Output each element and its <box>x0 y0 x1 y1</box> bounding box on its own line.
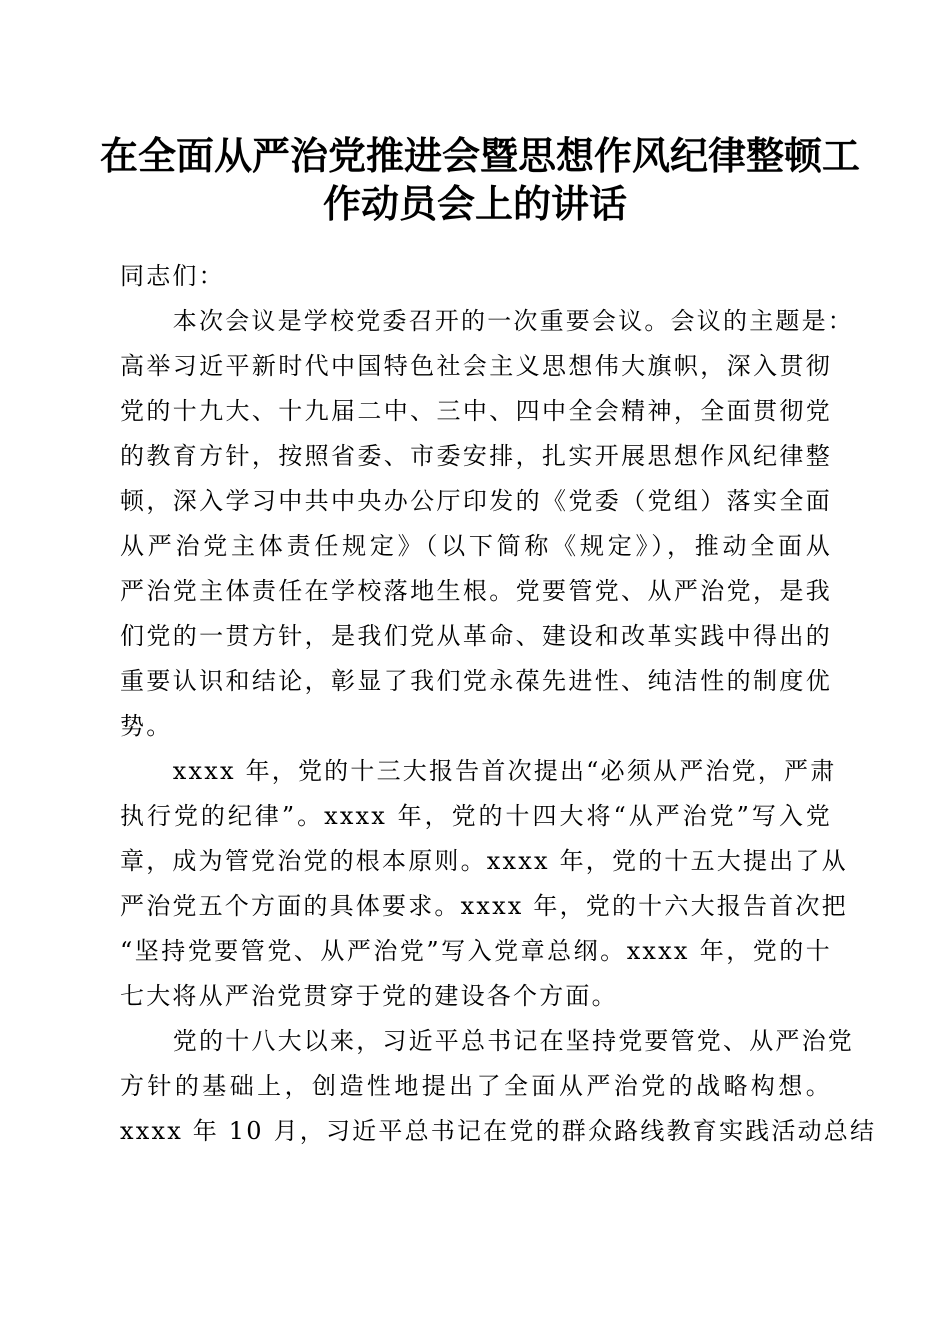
paragraph-line: xxxx 年，党的十三大报告首次提出“必须从严治党，严肃 <box>172 757 837 785</box>
paragraph-3 <box>120 1019 877 1154</box>
paragraph-line: xxxx 年 10 月，习近平总书记在党的群众路线教育实践活动总结 <box>120 1117 877 1145</box>
paragraph-line: 执行党的纪律”。xxxx 年，党的十四大将“从严治党”写入党 <box>120 802 832 830</box>
paragraph-line: 章，成为管党治党的根本原则。xxxx 年，党的十五大提出了从 <box>120 847 848 875</box>
salutation: 同志们： <box>120 262 225 290</box>
paragraph-line: 七大将从严治党贯穿于党的建设各个方面。 <box>120 982 618 1010</box>
paragraph-line: 党的十九大、十九届二中、三中、四中全会精神，全面贯彻党 <box>120 397 832 425</box>
paragraph-line: 方针的基础上，创造性地提出了全面从严治党的战略构想。 <box>120 1072 832 1100</box>
paragraph-line: 重要认识和结论，彰显了我们党永葆先进性、纯洁性的制度优 <box>120 667 832 695</box>
title-line-2: 作动员会上的讲话 <box>322 181 627 226</box>
paragraph-line: 严治党五个方面的具体要求。xxxx 年，党的十六大报告首次把 <box>120 892 848 920</box>
document-body <box>120 254 877 1154</box>
paragraph-line: 本次会议是学校党委召开的一次重要会议。会议的主题是： <box>172 307 854 335</box>
paragraph-line: “坚持党要管党、从严治党”写入党章总纲。xxxx 年，党的十 <box>120 937 832 965</box>
paragraph-1 <box>120 299 854 749</box>
paragraph-line: 高举习近平新时代中国特色社会主义思想伟大旗帜，深入贯彻 <box>120 352 832 380</box>
paragraph-line: 势。 <box>120 712 173 740</box>
document-title <box>100 132 861 228</box>
paragraph-line: 党的十八大以来，习近平总书记在坚持党要管党、从严治党 <box>172 1027 854 1055</box>
title-line-1: 在全面从严治党推进会暨思想作风纪律整顿工 <box>100 133 861 178</box>
paragraph-line: 们党的一贯方针，是我们党从革命、建设和改革实践中得出的 <box>120 622 832 650</box>
paragraph-line: 顿，深入学习中共中央办公厅印发的《党委（党组）落实全面 <box>120 487 832 515</box>
paragraph-2 <box>120 749 848 1019</box>
paragraph-line: 严治党主体责任在学校落地生根。党要管党、从严治党，是我 <box>120 577 832 605</box>
paragraph-line: 从严治党主体责任规定》（以下简称《规定》），推动全面从 <box>120 532 832 560</box>
paragraph-line: 的教育方针，按照省委、市委安排，扎实开展思想作风纪律整 <box>120 442 832 470</box>
